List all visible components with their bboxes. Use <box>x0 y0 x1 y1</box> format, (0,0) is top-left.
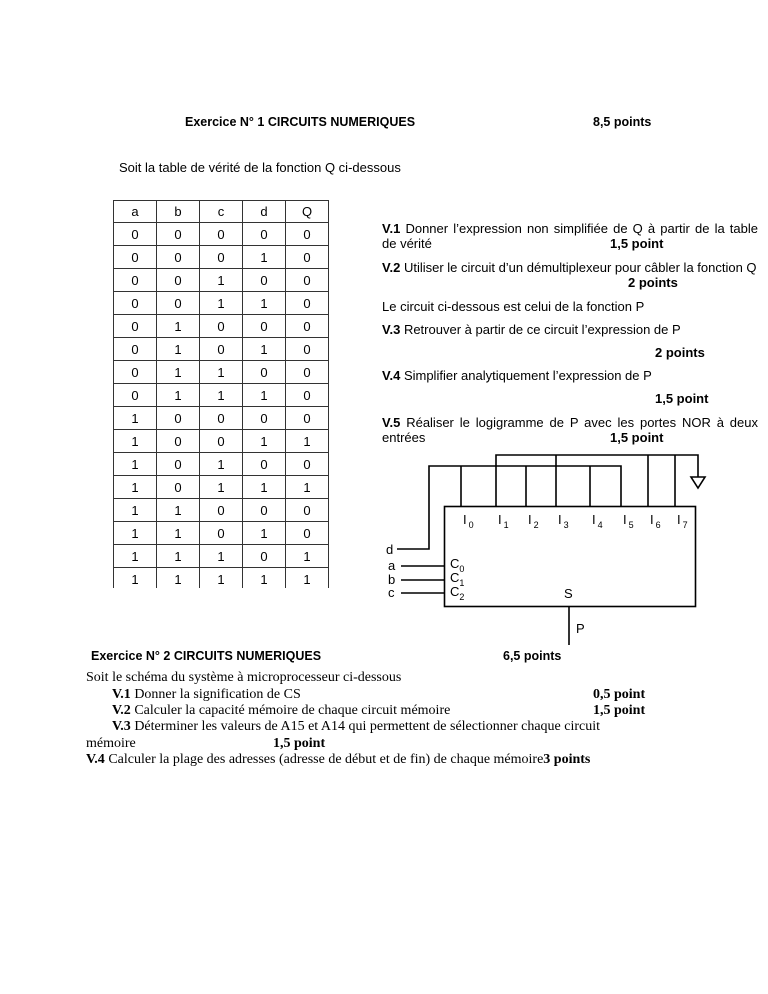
ex2-question-v3-line2: mémoire <box>86 736 136 751</box>
exercise2-title: Exercice N° 2 CIRCUITS NUMERIQUES <box>91 649 322 663</box>
mux-select-label: $C_1$ <box>450 570 465 588</box>
table-cell: 0 <box>200 430 243 453</box>
table-cell: 1 <box>114 522 157 545</box>
table-cell: 1 <box>114 499 157 522</box>
table-cell: 1 <box>114 430 157 453</box>
table-cell: 1 <box>200 292 243 315</box>
table-cell: 0 <box>157 223 200 246</box>
table-cell: 0 <box>157 476 200 499</box>
ex2-question-v4-label: V.4 <box>86 752 105 767</box>
mux-input-label: I $_3$ <box>558 512 569 530</box>
table-cell: 1 <box>114 568 157 589</box>
table-cell: 0 <box>243 407 286 430</box>
ex2-question-v3-label: V.3 <box>112 719 131 734</box>
table-cell: 1 <box>157 384 200 407</box>
label-c: c <box>388 585 395 600</box>
ex2-question-v4 <box>86 752 590 768</box>
table-cell: 0 <box>200 246 243 269</box>
table-cell: 1 <box>286 430 329 453</box>
question-v1-label: V.1 <box>382 221 401 236</box>
table-cell: 0 <box>114 338 157 361</box>
table-cell: 1 <box>114 453 157 476</box>
ex2-question-v2-label: V.2 <box>112 703 131 718</box>
question-v5-label: V.5 <box>382 415 401 430</box>
question-v4-text: Simplifier analytiquement l’expression de P <box>400 368 652 383</box>
table-cell: 0 <box>200 338 243 361</box>
table-cell: 1 <box>243 292 286 315</box>
table-cell: 1 <box>114 407 157 430</box>
question-v3-text: Retrouver à partir de ce circuit l’expression de P <box>400 322 681 337</box>
table-cell: 1 <box>200 384 243 407</box>
mux-input-label: I $_2$ <box>528 512 539 530</box>
table-cell: 0 <box>243 361 286 384</box>
table-cell: 1 <box>243 338 286 361</box>
ex2-question-v3-text: Déterminer les valeurs de A15 et A14 qui permettent de sélectionner chaque circuit <box>130 719 601 734</box>
table-cell: 1 <box>243 476 286 499</box>
exercise1-points: 8,5 points <box>593 115 652 129</box>
question-v5-points: 1,5 point <box>610 430 664 445</box>
table-cell: 1 <box>157 315 200 338</box>
table-cell: 0 <box>200 315 243 338</box>
ex2-question-v1-text: Donner la signification de CS <box>130 687 301 702</box>
table-header-cell: b <box>157 201 200 223</box>
table-cell: 0 <box>286 453 329 476</box>
table-cell: 1 <box>200 453 243 476</box>
table-cell: 1 <box>243 246 286 269</box>
table-cell: 0 <box>157 246 200 269</box>
question-v3-points: 2 points <box>655 345 705 360</box>
table-cell: 1 <box>286 545 329 568</box>
table-cell: 1 <box>114 545 157 568</box>
ex2-question-v1 <box>112 687 301 703</box>
table-cell: 1 <box>157 499 200 522</box>
table-cell: 1 <box>243 568 286 589</box>
table-cell: 1 <box>286 476 329 499</box>
table-cell: 0 <box>114 384 157 407</box>
label-b: b <box>388 572 396 587</box>
mux-input-label: I $_5$ <box>623 512 634 530</box>
table-cell: 0 <box>157 292 200 315</box>
table-cell: 0 <box>286 269 329 292</box>
table-cell: 1 <box>157 361 200 384</box>
ex2-question-v3-points: 1,5 point <box>273 736 326 751</box>
ex2-question-v1-points: 0,5 point <box>593 687 646 702</box>
table-cell: 1 <box>200 476 243 499</box>
table-cell: 0 <box>286 384 329 407</box>
table-cell: 0 <box>243 315 286 338</box>
table-cell: 1 <box>157 568 200 589</box>
question-v3-label: V.3 <box>382 322 401 337</box>
question-v1-text: Donner l’expression non simplifiée de Q à partir de la table de vérité <box>382 221 758 251</box>
table-cell: 1 <box>243 430 286 453</box>
table-cell: 0 <box>157 430 200 453</box>
ex2-question-v4-text: Calculer la plage des adresses (adresse de début et de fin) de chaque mémoire <box>104 752 544 767</box>
mux-input-label: I $_1$ <box>498 512 509 530</box>
mux-input-label: I $_6$ <box>650 512 661 530</box>
table-cell: 1 <box>243 522 286 545</box>
question-v2-points: 2 points <box>628 275 678 290</box>
table-cell: 0 <box>286 522 329 545</box>
table-cell: 0 <box>114 246 157 269</box>
table-header-cell: d <box>243 201 286 223</box>
ex2-question-v1-label: V.1 <box>112 687 131 702</box>
table-cell: 0 <box>243 223 286 246</box>
ex2-question-v2-text: Calculer la capacité mémoire de chaque circuit mémoire <box>130 703 451 718</box>
exercise2-intro: Soit le schéma du système à microprocesseur ci-dessous <box>86 670 402 685</box>
mux-input-label: I $_0$ <box>463 512 474 530</box>
exercise1-intro: Soit la table de vérité de la fonction Q ci-dessous <box>119 160 401 175</box>
table-cell: 1 <box>200 361 243 384</box>
table-cell: 0 <box>200 499 243 522</box>
label-s: S <box>564 586 573 601</box>
circuit-intro: Le circuit ci-dessous est celui de la fonction P <box>382 299 645 314</box>
question-v5-text: Réaliser le logigramme de P avec les portes NOR à deux entrées <box>382 415 758 445</box>
table-cell: 0 <box>286 246 329 269</box>
question-v4-points: 1,5 point <box>655 391 709 406</box>
table-cell: 0 <box>286 338 329 361</box>
exercise1-title: Exercice N° 1 CIRCUITS NUMERIQUES <box>185 115 416 129</box>
mux-select-label: $C_0$ <box>450 556 465 574</box>
table-cell: 0 <box>114 292 157 315</box>
ex2-question-v3 <box>112 719 600 735</box>
question-v1-points: 1,5 point <box>610 236 664 251</box>
exercise2-points: 6,5 points <box>503 649 562 663</box>
table-cell: 0 <box>286 361 329 384</box>
table-cell: 0 <box>114 269 157 292</box>
mux-input-label: I $_7$ <box>677 512 688 530</box>
table-cell: 0 <box>286 223 329 246</box>
table-cell: 1 <box>157 545 200 568</box>
table-cell: 0 <box>157 407 200 430</box>
table-cell: 0 <box>243 499 286 522</box>
question-v2-label: V.2 <box>382 260 401 275</box>
table-cell: 0 <box>200 407 243 430</box>
table-cell: 0 <box>243 269 286 292</box>
table-cell: 0 <box>114 315 157 338</box>
ex2-question-v2-points: 1,5 point <box>593 703 646 718</box>
question-v2-text: Utiliser le circuit d’un démultiplexeur pour câbler la fonction Q <box>400 260 757 275</box>
table-cell: 0 <box>286 499 329 522</box>
table-cell: 0 <box>114 361 157 384</box>
table-cell: 1 <box>200 269 243 292</box>
table-header-cell: Q <box>286 201 329 223</box>
table-cell: 1 <box>157 338 200 361</box>
table-cell: 1 <box>243 384 286 407</box>
ex2-question-v4-points: 3 points <box>543 752 591 767</box>
table-cell: 0 <box>114 223 157 246</box>
table-cell: 1 <box>157 522 200 545</box>
table-cell: 1 <box>114 476 157 499</box>
label-p: P <box>576 621 585 636</box>
mux-input-label: I $_4$ <box>592 512 603 530</box>
ex2-question-v2 <box>112 703 450 719</box>
ground-icon <box>691 477 705 488</box>
question-v4-label: V.4 <box>382 368 401 383</box>
table-cell: 1 <box>286 568 329 589</box>
table-cell: 0 <box>286 407 329 430</box>
label-d: d <box>386 542 394 557</box>
table-cell: 0 <box>200 522 243 545</box>
mux-select-label: $C_2$ <box>450 584 465 602</box>
table-header-cell: c <box>200 201 243 223</box>
table-header-cell: a <box>114 201 157 223</box>
table-cell: 0 <box>157 453 200 476</box>
table-cell: 0 <box>286 292 329 315</box>
table-cell: 0 <box>157 269 200 292</box>
table-cell: 0 <box>200 223 243 246</box>
wire-d <box>397 466 621 549</box>
label-a: a <box>388 558 396 573</box>
table-cell: 1 <box>200 568 243 589</box>
table-cell: 1 <box>200 545 243 568</box>
table-cell: 0 <box>243 453 286 476</box>
table-cell: 0 <box>243 545 286 568</box>
table-cell: 0 <box>286 315 329 338</box>
